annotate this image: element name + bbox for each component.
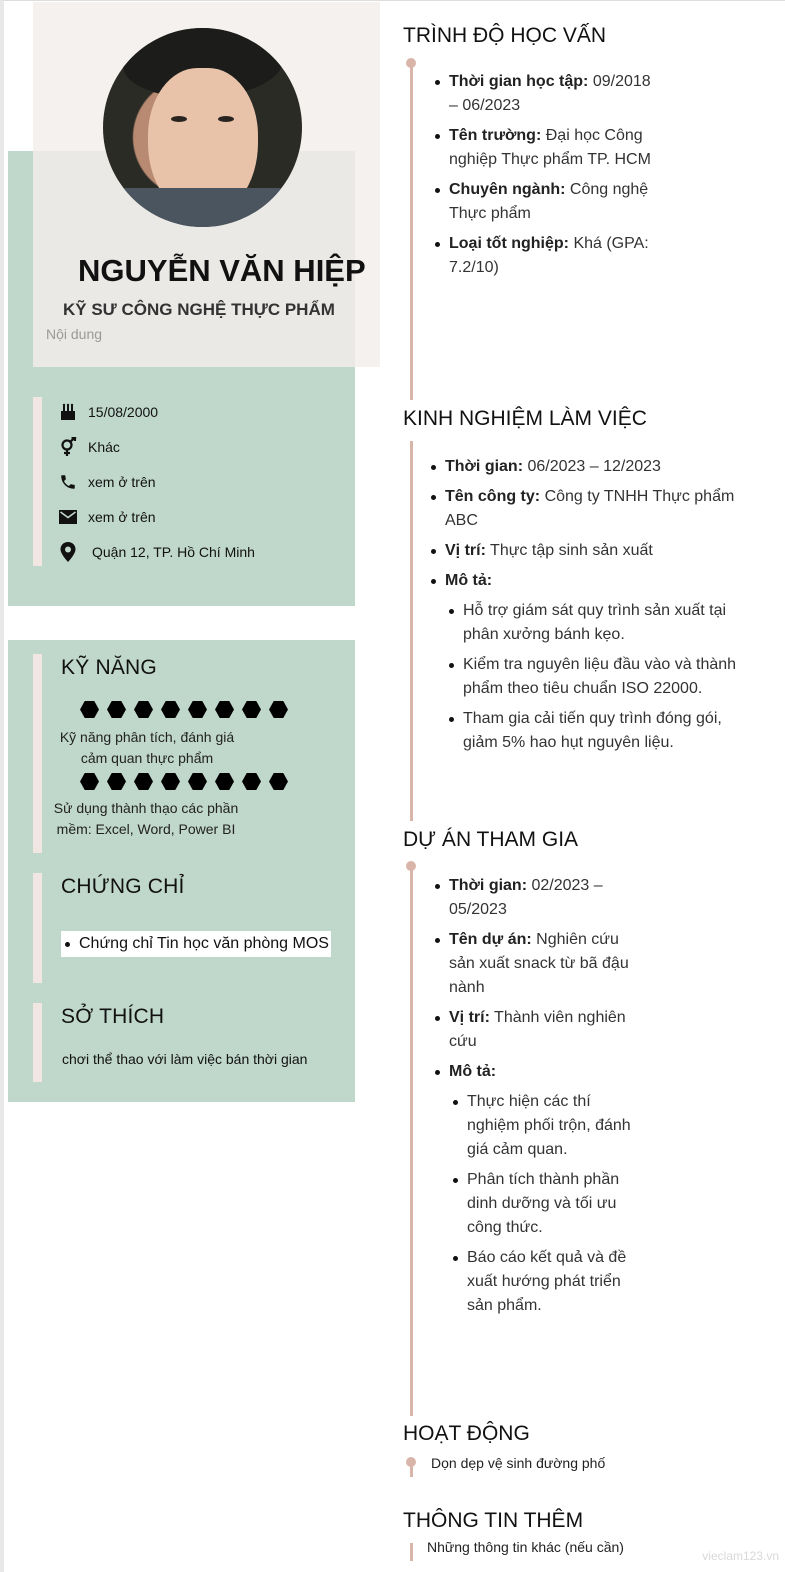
projects-title: DỰ ÁN THAM GIA [403, 828, 579, 851]
rating-dot [215, 773, 234, 790]
list-item: Báo cáo kết quả và đề xuất hướng phát triển sản phẩm. [467, 1246, 639, 1318]
education-title: TRÌNH ĐỘ HỌC VẤN [403, 24, 607, 47]
timeline-line [410, 441, 413, 821]
contact-gender: Khác [58, 437, 120, 457]
watermark: vieclam123.vn [702, 1549, 779, 1563]
skills-accent-bar [33, 654, 42, 853]
list-item: Chuyên ngành: Công nghệ Thực phẩm [449, 178, 654, 226]
skill-name-1: Kỹ năng phân tích, đánh giá cảm quan thực phẩm [59, 729, 235, 766]
rating-dot [161, 701, 180, 718]
rating-dot [134, 773, 153, 790]
phone-icon [58, 472, 78, 492]
rating-dot [161, 773, 180, 790]
list-item: Tên dự án: Nghiên cứu sản xuất snack từ bã đậu nành [449, 928, 639, 1000]
list-item: Thời gian: 06/2023 – 12/2023 [445, 455, 745, 479]
hobby-text: chơi thể thao với làm việc bán thời gian [62, 1051, 308, 1067]
location-icon [58, 542, 78, 562]
list-item: Vị trí: Thành viên nghiên cứu [449, 1006, 639, 1054]
rating-dot [188, 701, 207, 718]
job-title: KỸ SƯ CÔNG NGHỆ THỰC PHẨM [63, 300, 335, 319]
contact-email: xem ở trên [58, 507, 156, 527]
contact-birthday: 15/08/2000 [58, 402, 158, 422]
contact-phone: xem ở trên [58, 472, 156, 492]
activities-title: HOẠT ĐỘNG [403, 1422, 530, 1445]
rating-dot [188, 773, 207, 790]
skills-title: KỸ NĂNG [61, 656, 157, 679]
projects-list [449, 874, 639, 1324]
activities-text: Dọn dẹp vệ sinh đường phố [431, 1455, 606, 1471]
experience-list [445, 455, 745, 761]
list-item: Kiểm tra nguyên liệu đầu vào và thành phẩm theo tiêu chuẩn ISO 22000. [463, 653, 745, 701]
timeline-line [410, 63, 413, 400]
hobby-accent-bar [33, 1003, 42, 1082]
avatar [103, 28, 302, 227]
additional-text: Những thông tin khác (nếu cần) [427, 1539, 624, 1555]
gender-icon [58, 437, 78, 457]
list-item: Thời gian: 02/2023 – 05/2023 [449, 874, 639, 922]
timeline-line [410, 1461, 413, 1477]
rating-dot [242, 773, 261, 790]
hobbies-title: SỞ THÍCH [61, 1005, 165, 1028]
rating-dot [134, 701, 153, 718]
skill-name-2: Sử dụng thành thạo các phần mềm: Excel, Word, Power BI [53, 800, 239, 837]
list-item: Loại tốt nghiệp: Khá (GPA: 7.2/10) [449, 232, 654, 280]
rating-dot [269, 773, 288, 790]
list-item: Mô tả: [445, 569, 745, 593]
rating-dot [107, 773, 126, 790]
additional-title: THÔNG TIN THÊM [403, 1509, 584, 1532]
candidate-name: NGUYỄN VĂN HIỆP [78, 253, 366, 288]
list-item: Tên công ty: Công ty TNHH Thực phẩm ABC [445, 485, 745, 533]
rating-dot [107, 701, 126, 718]
contact-address: Quận 12, TP. Hồ Chí Minh [58, 542, 255, 562]
list-item: Thực hiện các thí nghiệm phối trộn, đánh giá cảm quan. [467, 1090, 639, 1162]
certificates-title: CHỨNG CHỈ [61, 875, 185, 898]
list-item: Tên trường: Đại học Công nghiệp Thực phẩm TP. HCM [449, 124, 654, 172]
email-icon [58, 507, 78, 527]
skill-rating-1 [80, 701, 288, 718]
rating-dot [80, 773, 99, 790]
list-item: Vị trí: Thực tập sinh sản xuất [445, 539, 745, 563]
subtext: Nội dung [46, 326, 103, 342]
rating-dot [269, 701, 288, 718]
list-item: Mô tả: [449, 1060, 639, 1084]
rating-dot [215, 701, 234, 718]
list-item: Phân tích thành phần dinh dưỡng và tối ưu công thức. [467, 1168, 639, 1240]
rating-dot [242, 701, 261, 718]
list-item: Hỗ trợ giám sát quy trình sản xuất tại phân xưởng bánh kẹo. [463, 599, 745, 647]
cert-accent-bar [33, 873, 42, 983]
certificate-item: Chứng chỉ Tin học văn phòng MOS [61, 931, 331, 957]
experience-title: KINH NGHIỆM LÀM VIỆC [403, 407, 647, 430]
list-item: Thời gian học tập: 09/2018 – 06/2023 [449, 70, 654, 118]
timeline-line [410, 866, 413, 1416]
skill-rating-2 [80, 773, 288, 790]
rating-dot [80, 701, 99, 718]
timeline-line [410, 1543, 413, 1561]
list-item: Tham gia cải tiến quy trình đóng gói, giảm 5% hao hụt nguyên liệu. [463, 707, 745, 755]
education-list [449, 70, 654, 286]
contact-accent-bar [33, 397, 42, 566]
birthday-cake-icon [58, 402, 78, 422]
